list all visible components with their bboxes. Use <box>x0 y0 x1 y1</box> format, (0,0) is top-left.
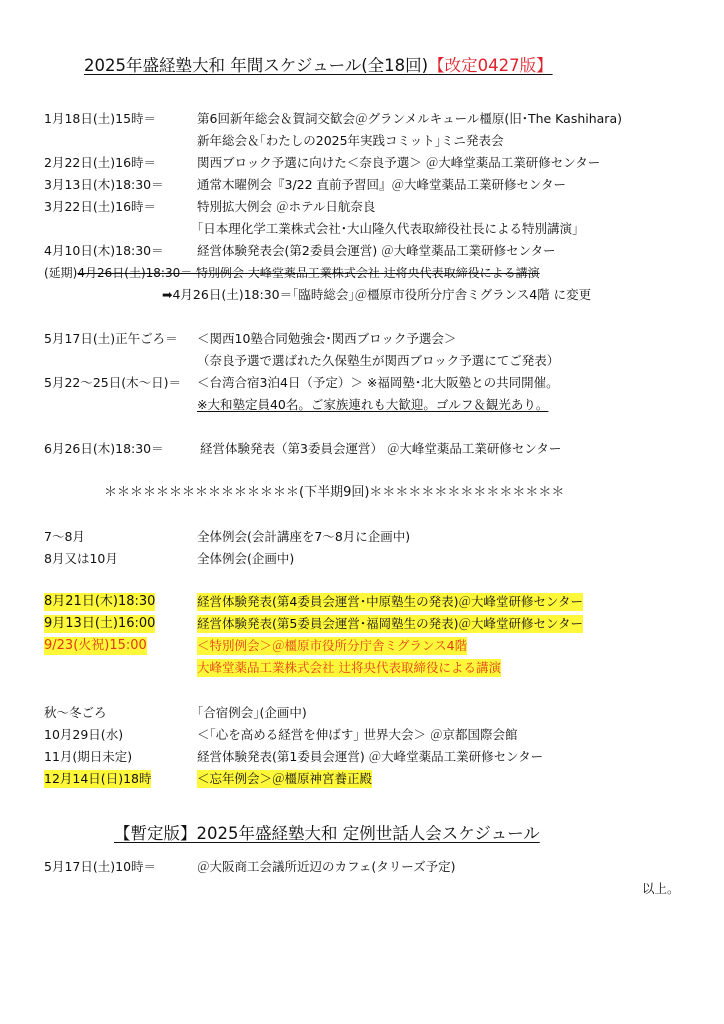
desc-may22: ＜台湾合宿3泊4日（予定）＞ ※福岡塾･北大阪塾との共同開催。 <box>197 375 559 390</box>
revision-label: 【改定0427版】 <box>428 56 553 75</box>
date-may17: 5月17日(土)正午ごろ＝ <box>44 331 178 346</box>
desc-mar22: 特別拡大例会 ＠ホテル日航奈良 <box>197 199 376 214</box>
desc-jan18-sub: 新年総会＆｢わたしの2025年実践コミット｣ミニ発表会 <box>197 133 504 148</box>
desc-autumn-winter: ｢合宿例会｣(企画中) <box>197 705 307 720</box>
postponed-change: ➡4月26日(土)18:30＝｢臨時総会｣＠橿原市役所分庁舎ミグランス4階 に変更 <box>162 287 592 302</box>
desc-dec14: ＜忘年例会＞＠橿原神宮養正殿 <box>197 771 373 786</box>
meeting-schedule-title: 【暫定版】2025年盛経塾大和 定例世話人会スケジュール <box>114 824 540 843</box>
desc-aug21: 経営体験発表(第4委員会運営･中原塾生の発表)＠大峰堂研修センター <box>197 594 583 609</box>
date-nov: 11月(期日未定) <box>44 749 133 764</box>
desc-nov: 経営体験発表(第1委員会運営) ＠大峰堂薬品工業研修センター <box>197 749 544 764</box>
date-apr10: 4月10日(木)18:30＝ <box>44 243 164 258</box>
desc-sep13: 経営体験発表(第5委員会運営･福岡塾生の発表)＠大峰堂研修センター <box>197 616 583 631</box>
date-meeting-may17: 5月17日(土)10時＝ <box>44 859 157 874</box>
postponed-struck-event: 4月26日(土)18:30＝ 特別例会 大峰堂薬品工業株式会社 辻将央代表取締役による講演 <box>77 266 540 280</box>
date-jul-aug: 7～8月 <box>44 529 85 544</box>
desc-jul-aug: 全体例会(会計講座を7～8月に企画中) <box>197 529 411 544</box>
desc-apr10: 経営体験発表会(第2委員会運営) ＠大峰堂薬品工業研修センター <box>197 243 556 258</box>
desc-aug-or-oct: 全体例会(企画中) <box>197 551 295 566</box>
closing-text: 以上。 <box>642 881 680 896</box>
desc-feb22: 関西ブロック予選に向けた＜奈良予選＞ ＠大峰堂薬品工業研修センター <box>197 155 601 170</box>
desc-jan18: 第6回新年総会＆賀詞交歓会＠グランメルキュール橿原(旧･The Kashihara) <box>197 111 622 126</box>
date-oct29: 10月29日(水) <box>44 727 124 742</box>
desc-meeting-may17: ＠大阪商工会議所近辺のカフェ(タリーズ予定) <box>197 859 456 874</box>
date-dec14: 12月14日(日)18時 <box>44 771 152 786</box>
desc-sep23: ＜特別例会＞＠橿原市役所分庁舎ミグランス4階 <box>197 638 468 653</box>
desc-may22-note: ※大和塾定員40名。ご家族連れも大歓迎。ゴルフ＆観光あり。 <box>197 397 549 412</box>
date-aug-or-oct: 8月又は10月 <box>44 551 118 566</box>
desc-oct29: ＜｢心を高める経営を伸ばす｣ 世界大会＞ ＠京都国際会館 <box>197 727 518 742</box>
postponed-line <box>44 264 540 282</box>
date-jun26: 6月26日(木)18:30＝ <box>44 441 164 456</box>
desc-may17-sub: （奈良予選で選ばれた久保塾生が関西ブロック予選にてご発表） <box>197 353 560 368</box>
date-autumn-winter: 秋～冬ごろ <box>44 705 107 720</box>
desc-may17: ＜関西10塾合同勉強会･関西ブロック予選会＞ <box>197 331 457 346</box>
date-mar22: 3月22日(土)16時＝ <box>44 199 157 214</box>
desc-mar22-sub: ｢日本理化学工業株式会社･大山隆久代表取締役社長による特別講演｣ <box>197 221 579 236</box>
date-sep13: 9月13日(土)16:00 <box>44 616 156 631</box>
date-sep23: 9/23(火祝)15:00 <box>44 638 147 653</box>
desc-sep23-sub: 大峰堂薬品工業株式会社 辻将央代表取締役による講演 <box>197 660 501 675</box>
desc-mar13: 通常木曜例会『3/22 直前予習回』＠大峰堂薬品工業研修センター <box>197 177 567 192</box>
date-mar13: 3月13日(木)18:30＝ <box>44 177 164 192</box>
date-may22: 5月22～25日(木～日)＝ <box>44 375 182 390</box>
title-main: 2025年盛経塾大和 年間スケジュール(全18回) <box>84 56 429 75</box>
postponed-prefix: (延期) <box>44 266 78 280</box>
date-jan18: 1月18日(土)15時＝ <box>44 111 157 126</box>
page-title <box>84 54 553 78</box>
desc-jun26: 経営体験発表（第3委員会運営） ＠大峰堂薬品工業研修センター <box>200 441 562 456</box>
date-aug21: 8月21日(木)18:30 <box>44 594 156 609</box>
date-feb22: 2月22日(土)16時＝ <box>44 155 157 170</box>
second-half-separator: ＊＊＊＊＊＊＊＊＊＊＊＊＊＊＊(下半期9回)＊＊＊＊＊＊＊＊＊＊＊＊＊＊＊ <box>104 485 565 500</box>
